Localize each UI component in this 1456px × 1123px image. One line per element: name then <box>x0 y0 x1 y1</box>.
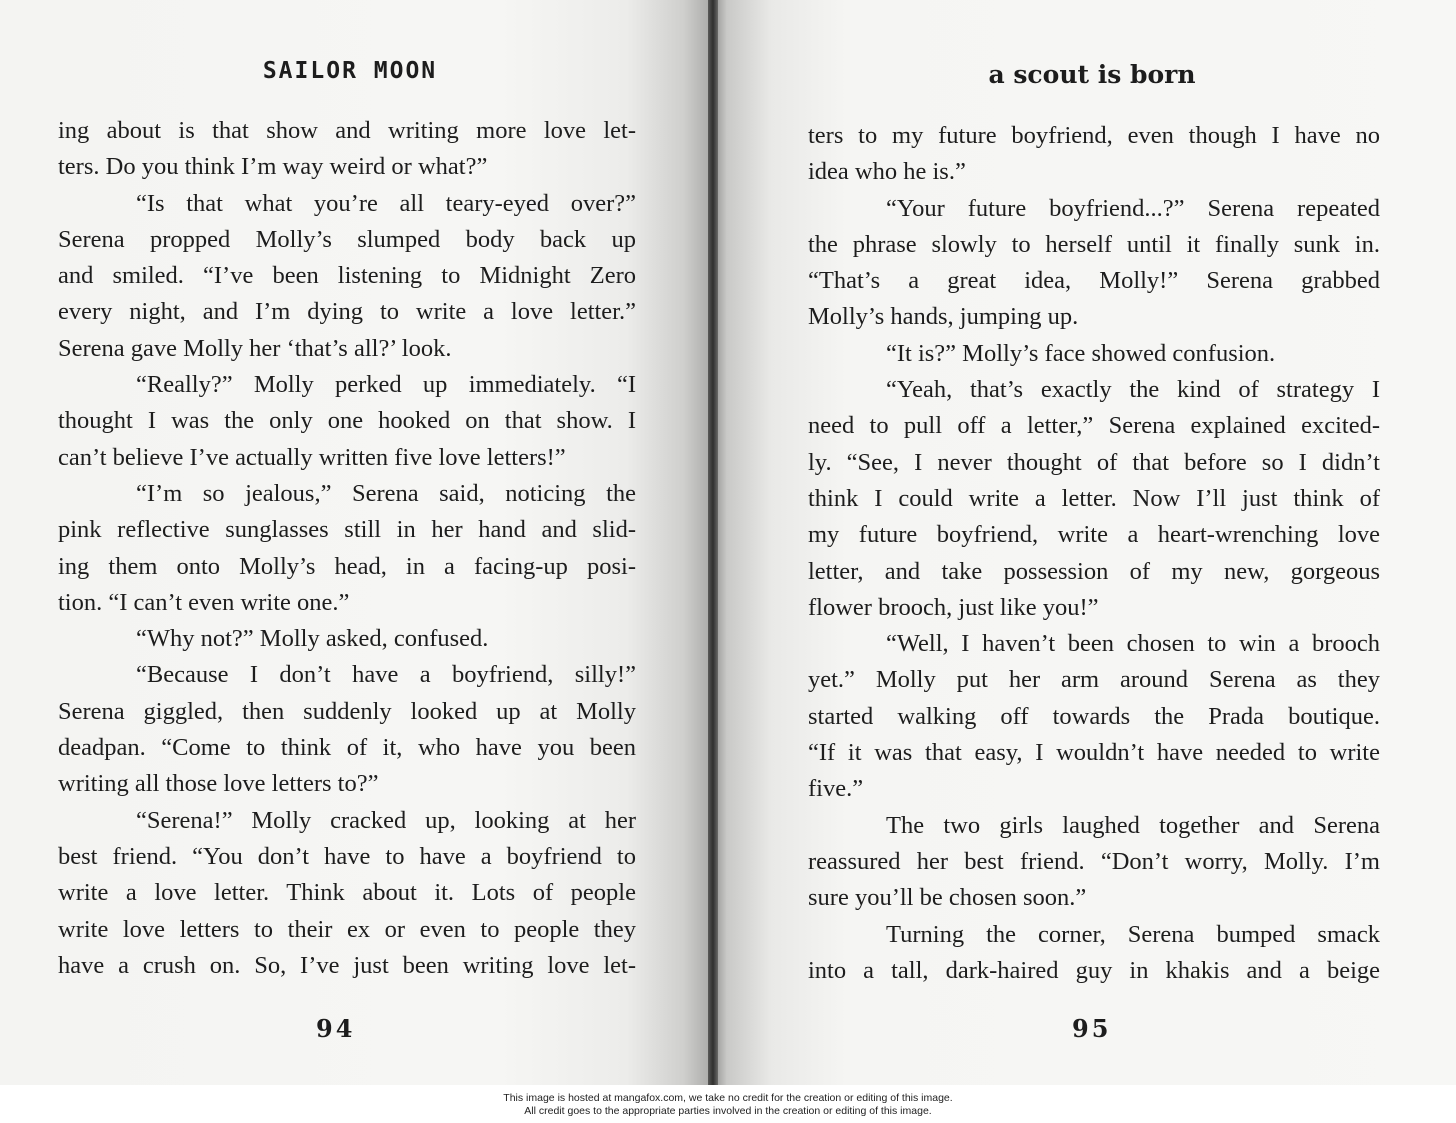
page-number-right: 95 <box>1072 1014 1112 1043</box>
text-line: think I could write a letter. Now I’ll just think of <box>808 484 1380 512</box>
text-line: into a tall, dark-haired guy in khakis and a beige <box>808 956 1380 984</box>
text-line: “Really?” Molly perked up immediately. “I <box>136 371 636 399</box>
text-line: Serena propped Molly’s slumped body back up <box>58 225 636 253</box>
text-line: writing all those love letters to?” <box>58 770 379 798</box>
text-line: Turning the corner, Serena bumped smack <box>886 920 1380 948</box>
text-line: “Is that what you’re all teary-eyed over?” <box>136 189 636 217</box>
text-line: flower brooch, just like you!” <box>808 593 1099 621</box>
text-line: the phrase slowly to herself until it finally sunk in. <box>808 230 1380 258</box>
text-line: Molly’s hands, jumping up. <box>808 303 1079 331</box>
text-line: write love letters to their ex or even to people they <box>58 915 636 943</box>
text-line: “Well, I haven’t been chosen to win a brooch <box>886 630 1380 658</box>
text-line: “It is?” Molly’s face showed confusion. <box>886 339 1276 367</box>
text-line: letter, and take possession of my new, gorgeous <box>808 557 1380 585</box>
right-page <box>712 0 1456 1085</box>
text-line: “Serena!” Molly cracked up, looking at her <box>136 806 636 834</box>
text-line: “Because I don’t have a boyfriend, silly!” <box>136 661 636 689</box>
running-head-right: a scout is born <box>988 60 1196 89</box>
text-line: “Yeah, that’s exactly the kind of strategy I <box>886 376 1380 404</box>
text-line: can’t believe I’ve actually written five love letters!” <box>58 443 566 471</box>
text-line: and smiled. “I’ve been listening to Midnight Zero <box>58 262 636 290</box>
text-line: ing them onto Molly’s head, in a facing-up posi- <box>58 552 636 580</box>
text-line: my future boyfriend, write a heart-wrenching love <box>808 521 1380 549</box>
text-line: ing about is that show and writing more love let- <box>58 117 636 144</box>
text-line: need to pull off a letter,” Serena explained excited- <box>808 412 1380 440</box>
text-line: “If it was that easy, I wouldn’t have needed to write <box>808 739 1380 767</box>
right-page-body <box>808 118 1380 989</box>
book-gutter <box>708 0 718 1085</box>
text-line: ly. “See, I never thought of that before so I didn’t <box>808 448 1380 476</box>
footer-line-1: This image is hosted at mangafox.com, we take no credit for the creation or editing of this image. <box>503 1092 953 1104</box>
text-line: Serena gave Molly her ‘that’s all?’ look. <box>58 334 452 362</box>
text-line: “I’m so jealous,” Serena said, noticing the <box>136 479 636 507</box>
text-line: write a love letter. Think about it. Lots of people <box>58 879 636 907</box>
text-line: “Why not?” Molly asked, confused. <box>136 625 489 653</box>
left-page <box>0 0 712 1085</box>
text-line: reassured her best friend. “Don’t worry, Molly. I’m <box>808 847 1380 875</box>
text-line: thought I was the only one hooked on that show. I <box>58 407 636 435</box>
text-line: have a crush on. So, I’ve just been writing love let- <box>58 951 636 979</box>
text-line: every night, and I’m dying to write a love letter.” <box>58 298 636 326</box>
text-line: started walking off towards the Prada boutique. <box>808 702 1380 730</box>
text-line: pink reflective sunglasses still in her hand and slid- <box>58 516 636 544</box>
text-line: “That’s a great idea, Molly!” Serena grabbed <box>808 267 1380 295</box>
text-line: sure you’ll be chosen soon.” <box>808 884 1087 912</box>
text-line: best friend. “You don’t have to have a boyfriend to <box>58 842 636 870</box>
hosting-credit-footer <box>0 1092 1456 1118</box>
footer-line-2: All credit goes to the appropriate parties involved in the creation or editing of this image. <box>524 1105 932 1117</box>
page-number-left: 94 <box>316 1014 356 1043</box>
text-line: five.” <box>808 775 864 803</box>
left-page-body <box>58 113 636 984</box>
running-head-left: SAILOR MOON <box>262 58 438 84</box>
text-line: idea who he is.” <box>808 158 966 186</box>
text-line: ters. Do you think I’m way weird or what?” <box>58 153 488 181</box>
text-line: “Your future boyfriend...?” Serena repeated <box>886 194 1380 222</box>
text-line: tion. “I can’t even write one.” <box>58 588 350 616</box>
text-line: Serena giggled, then suddenly looked up at Molly <box>58 697 636 725</box>
text-line: ters to my future boyfriend, even though I have no <box>808 122 1380 149</box>
text-line: The two girls laughed together and Serena <box>886 811 1380 839</box>
text-line: yet.” Molly put her arm around Serena as they <box>808 666 1380 694</box>
text-line: deadpan. “Come to think of it, who have you been <box>58 734 636 762</box>
